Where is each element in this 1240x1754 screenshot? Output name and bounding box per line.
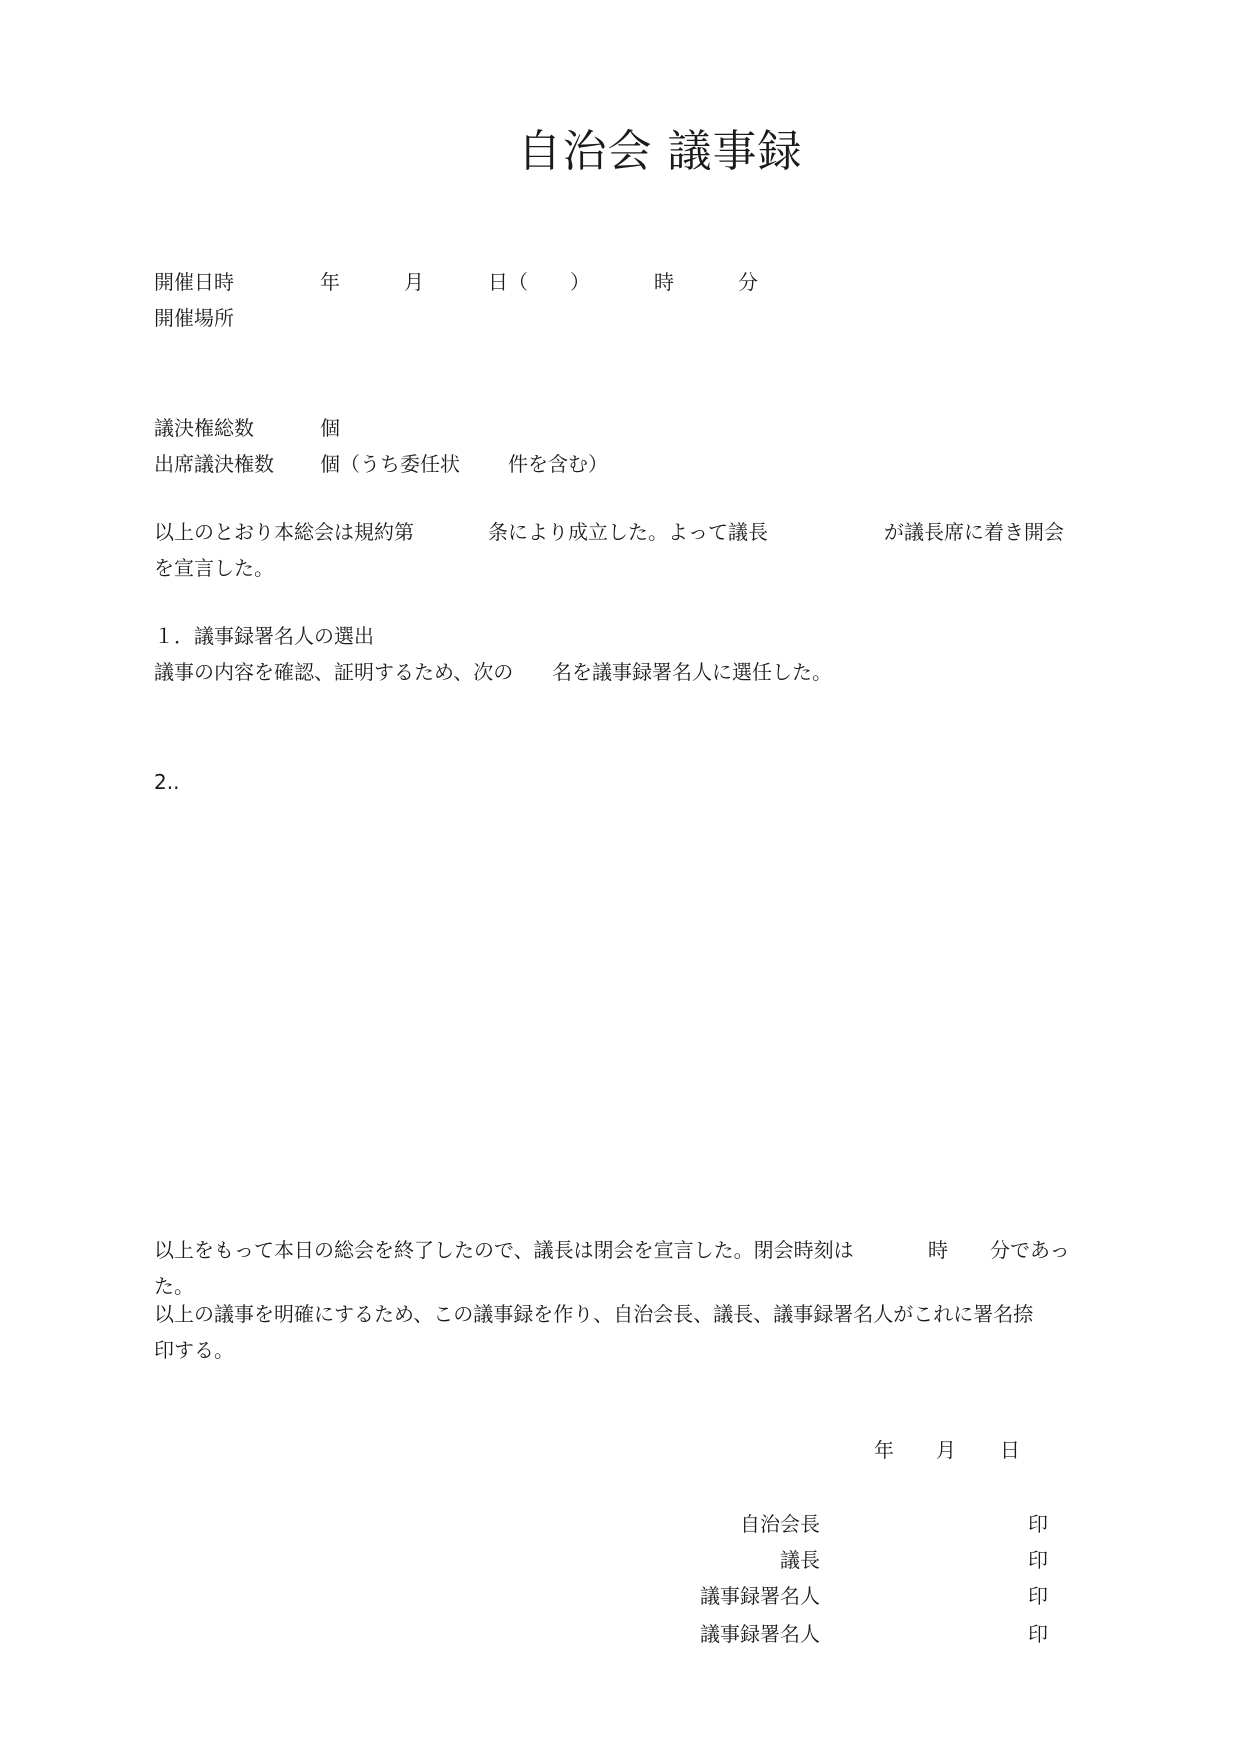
minute-unit: 分 <box>738 270 758 294</box>
votes-total-label: 議決権総数 <box>154 416 254 440</box>
day-unit: 日（ <box>488 270 528 294</box>
closing-text-line2: た。 <box>154 1274 194 1298</box>
document-title: 自治会 議事録 <box>517 126 803 177</box>
sign-date-day: 日 <box>1000 1438 1020 1462</box>
closing-text-line3: 以上の議事を明確にするため、この議事録を作り、自治会長、議長、議事録署名人がこれに署名捺 <box>154 1302 1034 1326</box>
hour-unit: 時 <box>654 270 674 294</box>
signature-title: 議事録署名人 <box>700 1584 820 1608</box>
item1-text-b: 名を議事録署名人に選任した。 <box>552 660 832 684</box>
seal-mark: 印 <box>1028 1512 1048 1536</box>
close-paren: ） <box>570 270 590 294</box>
sign-date-year: 年 <box>874 1438 894 1462</box>
seal-mark: 印 <box>1028 1622 1048 1646</box>
votes-attend-proxy: 件を含む） <box>508 452 608 476</box>
month-unit: 月 <box>404 270 424 294</box>
datetime-label: 開催日時 <box>154 270 234 294</box>
item2-heading: 2.. <box>154 770 180 794</box>
quorum-text-c: が議長席に着き開会 <box>884 520 1064 544</box>
quorum-text-a: 以上のとおり本総会は規約第 <box>154 520 414 544</box>
year-unit: 年 <box>320 270 340 294</box>
closing-text-line4: 印する。 <box>154 1338 234 1362</box>
votes-total-unit: 個 <box>320 416 340 440</box>
closing-text-c: 分であっ <box>990 1238 1070 1262</box>
seal-mark: 印 <box>1028 1548 1048 1572</box>
closing-text-b: 時 <box>928 1238 948 1262</box>
quorum-text-line2: を宣言した。 <box>154 556 274 580</box>
sign-date-month: 月 <box>936 1438 956 1462</box>
place-label: 開催場所 <box>154 306 234 330</box>
quorum-text-b: 条により成立した。よって議長 <box>488 520 768 544</box>
seal-mark: 印 <box>1028 1584 1048 1608</box>
item1-heading: １．議事録署名人の選出 <box>154 624 374 648</box>
votes-attend-unit: 個（うち委任状 <box>320 452 460 476</box>
item1-text-a: 議事の内容を確認、証明するため、次の <box>154 660 514 684</box>
signature-title: 議長 <box>780 1548 820 1572</box>
closing-text-a: 以上をもって本日の総会を終了したので、議長は閉会を宣言した。閉会時刻は <box>154 1238 854 1262</box>
signature-title: 自治会長 <box>740 1512 820 1536</box>
votes-attend-label: 出席議決権数 <box>154 452 274 476</box>
signature-title: 議事録署名人 <box>700 1622 820 1646</box>
